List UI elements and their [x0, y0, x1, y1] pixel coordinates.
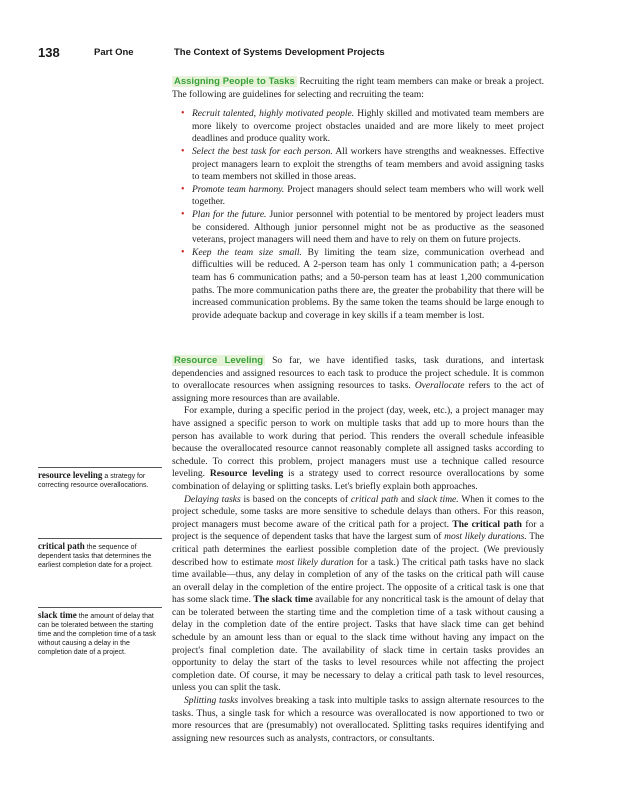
glossary-definition: a strategy for correcting resource overallocations. — [38, 473, 149, 489]
part-label: Part One — [94, 47, 134, 58]
paragraph: Splitting tasks involves breaking a task into multiple tasks to assign alternate resources to the tasks. Thus, a single task for which a resource was overallocated is now apportioned to two or more resources that are (presumably) not overallocated. Splitting tasks requires identifying and assigning new resources such as analysts, contractors, or consultants. — [172, 696, 545, 744]
glossary-resource-leveling — [38, 467, 162, 490]
section2-heading: Resource Leveling — [174, 355, 264, 366]
guideline-list — [172, 108, 544, 322]
page-number: 138 — [38, 45, 60, 60]
paragraph: Resource Leveling So far, we have identified tasks, task durations, and intertask dependencies and assigned resources to each task to produce the project schedule. It is common to overallocate resources when assigning resources to tasks. Overallocate refers to the act of assigning more resources than are available. — [172, 355, 545, 404]
section-assigning-people — [172, 76, 544, 322]
section1-heading: Assigning People to Tasks — [174, 76, 295, 87]
glossary-slack-time — [38, 607, 162, 657]
glossary-term: slack time — [38, 610, 77, 620]
list-item: • Keep the team size small. By limiting the team size, communication overhead and difficulties will be reduced. A 2-person team has only 1 communication path; a 4-person team has 6 communication paths; and a 50-person team has at least 1,200 communication paths. The more communication paths there are, the greater the probability that there will be increased communication problems. By the same token the teams should be large enough to provide adequate backup and coverage in key skills if a team member is lost. — [192, 247, 544, 323]
paragraph: For example, during a specific period in the project (day, week, etc.), a project manager may have assigned a specific person to work on multiple tasks that add up to more hours than the person has available to work during that period. This renders the overall schedule infeasible because the overallocated resource cannot reasonably complete all assigned tasks according to schedule. To correct this problem, project managers must use a technique called resource leveling. Resource leveling is a strategy used to correct resource overallocations by some combination of delaying or splitting tasks. Let's briefly explain both approaches. — [172, 406, 545, 492]
glossary-critical-path — [38, 538, 162, 570]
list-item: • Recruit talented, highly motivated people. Highly skilled and motivated team members are more likely to overcome project obstacles unaided and are more likely to meet project deadlines and produce quality work. — [192, 108, 544, 146]
list-item: • Plan for the future. Junior personnel with potential to be mentored by project leaders must be considered. Although junior personnel might not be as productive as the seasoned veterans, project managers will need them and have to rely on them on future projects. — [192, 209, 544, 247]
glossary-term: resource leveling — [38, 470, 103, 480]
paragraph: Delaying tasks is based on the concepts of critical path and slack time. When it comes to the project schedule, some tasks are more sensitive to schedule delays than others. For this reason, project managers must become aware of the critical path for a project. The critical path for a project is the sequence of dependent tasks that have the largest sum of most likely durations. The critical path determines the earliest possible completion date of the project. (We previously described how to estimate most likely duration for a task.) The critical path tasks have no slack time available—thus, any delay in completion of any of the tasks on the critical path will cause an overall delay in the completion of the entire project. The opposite of a critical task is one that has some slack time. The slack time available for any noncritical task is the amount of delay that can be tolerated between the starting time and the completion time of a task without causing a delay in the completion date of the entire project. Tasks that have slack time can get behind schedule by an amount less than or equal to the slack time without having any impact on the project's final completion date. The availability of slack time in certain tasks provides an opportunity to delay the start of the tasks to level resources while not affecting the project completion date. Of course, it may be necessary to delay a critical path task to level resources, unless you can split the task. — [172, 494, 545, 694]
chapter-title: The Context of Systems Development Projects — [174, 47, 385, 58]
list-item: • Promote team harmony. Project managers should select team members who will work well together. — [192, 184, 544, 209]
section-resource-leveling — [172, 355, 544, 745]
glossary-definition: the sequence of dependent tasks that determines the earliest completion date for a project. — [38, 544, 153, 569]
list-item: • Select the best task for each person. All workers have strengths and weaknesses. Effective project managers learn to exploit the strengths of team members and avoid assigning tasks to team members not skilled in those areas. — [192, 146, 544, 184]
glossary-definition: the amount of delay that can be tolerated between the starting time and the completion time of a task without causing a delay in the completion date of a project. — [38, 613, 156, 656]
page-header — [38, 45, 598, 61]
section1-intro: Assigning People to Tasks Recruiting the right team members can make or break a project. The following are guidelines for selecting and recruiting the team: — [172, 76, 545, 100]
glossary-term: critical path — [38, 541, 85, 551]
